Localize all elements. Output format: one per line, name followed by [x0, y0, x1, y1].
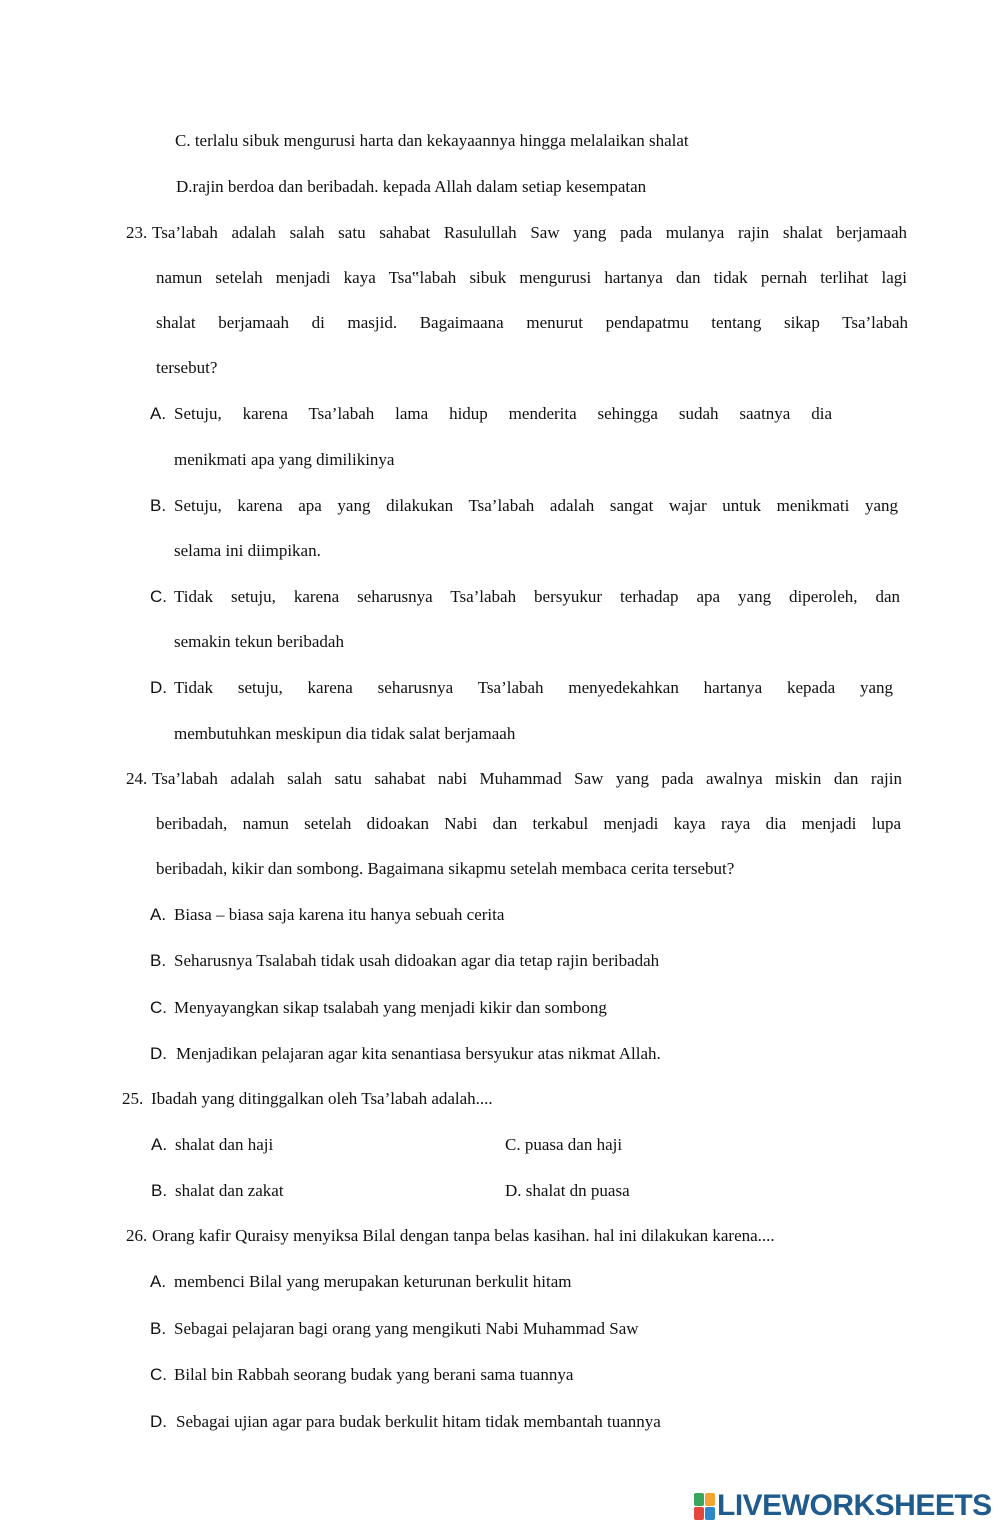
liveworksheets-logo[interactable] — [694, 1489, 992, 1523]
q23-question-line-1: Tsa’labah adalah salah satu sahabat Rasulullah Saw yang pada mulanya rajin shalat berjamaah — [152, 223, 907, 242]
q23-question-line-4: tersebut? — [156, 358, 218, 377]
liveworksheets-badge-icon — [694, 1493, 714, 1519]
q26-option-a[interactable]: membenci Bilal yang merupakan keturunan berkulit hitam — [174, 1272, 572, 1291]
q25-option-a-label: A. — [151, 1135, 168, 1154]
q23-option-d-line-2[interactable]: membutuhkan meskipun dia tidak salat berjamaah — [174, 724, 516, 743]
q26-option-a-label: A. — [150, 1272, 167, 1291]
q23-option-d-line-1[interactable]: Tidak setuju, karena seharusnya Tsa’labah menyedekahkan hartanya kepada yang — [174, 678, 893, 697]
q23-option-b-line-2[interactable]: selama ini diimpikan. — [174, 541, 321, 560]
q24-option-b-label: B. — [150, 951, 167, 970]
logo-text: LIVEWORKSHEETS — [717, 1489, 992, 1522]
q24-option-c-label: C. — [150, 998, 167, 1017]
q24-option-d[interactable]: Menjadikan pelajaran agar kita senantiasa bersyukur atas nikmat Allah. — [176, 1044, 661, 1063]
q23-option-d-label: D. — [150, 678, 167, 697]
q23-option-c-line-2[interactable]: semakin tekun beribadah — [174, 632, 344, 651]
q24-question-line-1: Tsa’labah adalah salah satu sahabat nabi Muhammad Saw yang pada awalnya miskin dan rajin — [152, 769, 902, 788]
q26-option-d-label: D. — [150, 1412, 167, 1431]
q25-option-a[interactable]: shalat dan haji — [175, 1135, 274, 1154]
q26-question: Orang kafir Quraisy menyiksa Bilal dengan tanpa belas kasihan. hal ini dilakukan karena.... — [152, 1226, 775, 1245]
q23-question-line-3: shalat berjamaah di masjid. Bagaimaana menurut pendapatmu tentang sikap Tsa’labah — [156, 313, 908, 332]
q23-option-a-line-2[interactable]: menikmati apa yang dimilikinya — [174, 450, 395, 469]
q23-option-b-label: B. — [150, 496, 167, 515]
q26-option-b[interactable]: Sebagai pelajaran bagi orang yang mengikuti Nabi Muhammad Saw — [174, 1319, 639, 1338]
q26-option-b-label: B. — [150, 1319, 167, 1338]
q23-option-a-line-1[interactable]: Setuju, karena Tsa’labah lama hidup menderita sehingga sudah saatnya dia — [174, 404, 832, 423]
q23-option-c-label: C. — [150, 587, 167, 606]
badge-square-1 — [694, 1493, 704, 1506]
q24-option-b[interactable]: Seharusnya Tsalabah tidak usah didoakan agar dia tetap rajin beribadah — [174, 951, 660, 970]
q26-option-c[interactable]: Bilal bin Rabbah seorang budak yang berani sama tuannya — [174, 1365, 574, 1384]
q25-option-d[interactable]: D. shalat dn puasa — [505, 1181, 630, 1200]
q24-number: 24. — [126, 769, 148, 788]
q25-number: 25. — [122, 1089, 144, 1108]
q25-option-b[interactable]: shalat dan zakat — [175, 1181, 284, 1200]
q24-question-line-2: beribadah, namun setelah didoakan Nabi dan terkabul menjadi kaya raya dia menjadi lupa — [156, 814, 901, 833]
q24-question-line-3: beribadah, kikir dan sombong. Bagaimana sikapmu setelah membaca cerita tersebut? — [156, 859, 735, 878]
q24-option-d-label: D. — [150, 1044, 167, 1063]
q23-option-b-line-1[interactable]: Setuju, karena apa yang dilakukan Tsa’labah adalah sangat wajar untuk menikmati yang — [174, 496, 898, 515]
q26-option-c-label: C. — [150, 1365, 167, 1384]
q23-question-line-2: namun setelah menjadi kaya Tsa‟labah sibuk mengurusi hartanya dan tidak pernah terlihat lagi — [156, 268, 907, 287]
badge-square-2 — [705, 1493, 715, 1506]
q24-option-a-label: A. — [150, 905, 167, 924]
q23-option-c-line-1[interactable]: Tidak setuju, karena seharusnya Tsa’labah bersyukur terhadap apa yang diperoleh, dan — [174, 587, 900, 606]
q26-number: 26. — [126, 1226, 148, 1245]
q25-question: Ibadah yang ditinggalkan oleh Tsa’labah adalah.... — [151, 1089, 493, 1108]
badge-square-4 — [705, 1507, 715, 1520]
q23-number: 23. — [126, 223, 148, 242]
q24-option-c[interactable]: Menyayangkan sikap tsalabah yang menjadi kikir dan sombong — [174, 998, 607, 1017]
badge-square-3 — [694, 1507, 704, 1520]
q24-option-a[interactable]: Biasa – biasa saja karena itu hanya sebuah cerita — [174, 905, 505, 924]
q22-option-d: D.rajin berdoa dan beribadah. kepada Allah dalam setiap kesempatan — [176, 177, 647, 196]
q23-option-a-label: A. — [150, 404, 167, 423]
q22-option-c: C. terlalu sibuk mengurusi harta dan kekayaannya hingga melalaikan shalat — [175, 131, 689, 150]
q25-option-b-label: B. — [151, 1181, 168, 1200]
q25-option-c[interactable]: C. puasa dan haji — [505, 1135, 623, 1154]
q26-option-d[interactable]: Sebagai ujian agar para budak berkulit hitam tidak membantah tuannya — [176, 1412, 661, 1431]
